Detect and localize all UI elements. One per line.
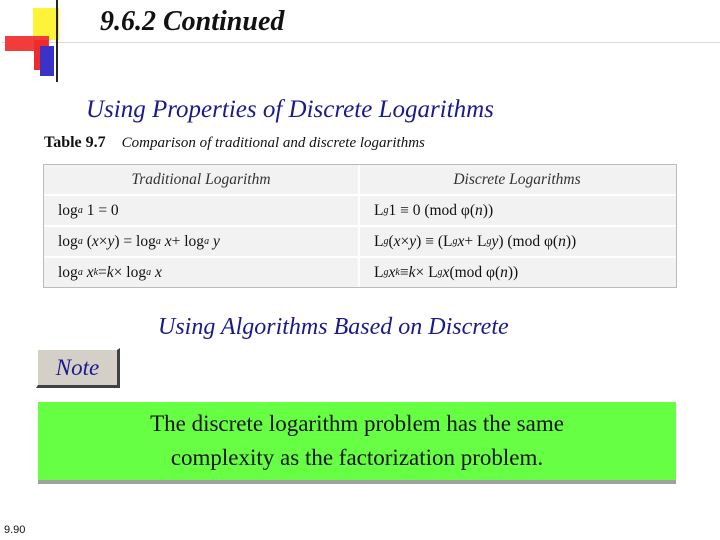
page-number: 9.90 [4,524,26,536]
table-number: Table 9.7 [44,134,106,151]
note-button[interactable]: Note [36,348,120,388]
formula-cell: log a x k = k × log a x [44,258,360,287]
table-header-row [44,165,676,196]
section-subtitle: Using Properties of Discrete Logarithms [86,96,494,123]
formula-cell: log a ( x × y ) = log a x + log a y [44,227,360,256]
log-comparison-table [43,164,677,288]
formula-cell: log a 1 = 0 [44,196,360,225]
header-traditional: Traditional Logarithm [44,165,360,194]
decor-blue-square [40,46,54,76]
formula-cell: L g ( x × y ) ≡ (L g x + L g y ) (mod φ( n )) [374,232,577,250]
header-discrete: Discrete Logarithms [453,170,581,188]
table-row [44,258,676,287]
slide-title: 9.6.2 Continued [100,6,285,37]
note-line-1: The discrete logarithm problem has the same [150,411,564,436]
table-label [44,134,425,152]
table-row [44,196,676,227]
title-divider-line [2,42,720,43]
table-row [44,227,676,258]
note-line-2: complexity as the factorization problem. [170,445,544,470]
table-caption: Comparison of traditional and discrete logarithms [121,135,425,151]
note-box [38,402,676,484]
formula-cell: L g 1 ≡ 0 (mod φ( n )) [374,201,494,219]
section-subtitle-2: Using Algorithms Based on Discrete [158,314,509,340]
formula-cell: L g x k ≡ k × L g x (mod φ( n )) [374,263,519,281]
decor-vertical-line [56,0,58,82]
